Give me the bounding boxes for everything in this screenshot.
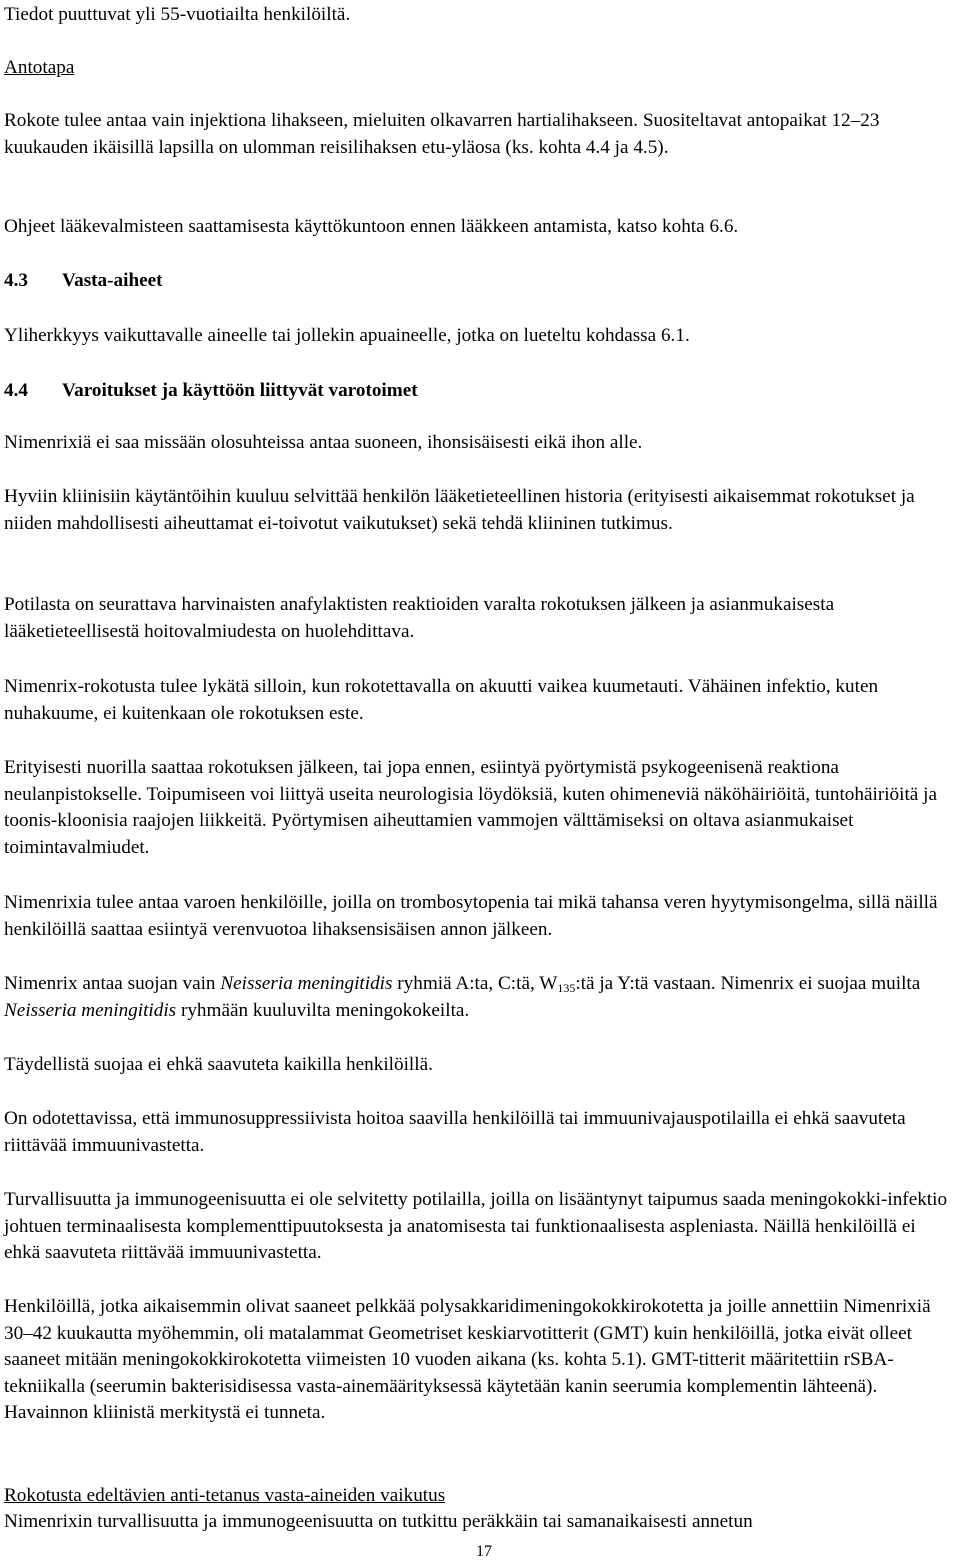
warning-paragraph-11: Henkilöillä, jotka aikaisemmin olivat saaneet pelkkää polysakkaridimeningokokkirokotetta ja joille annettiin Nimenrixiä 30‒42 kuukautta myöhemmin, oli matalammat Geometriset keskiarvotitterit (GMT) kuin henkilöillä, jotka eivät olleet saaneet mitään meningokokkirokotetta viimeisten 10 vuoden aikana (ks. kohta 5.1). GMT-titterit määritettiin rSBA-tekniikalla (seerumin bakterisidisessa vasta-ainemäärityksessä käytetään kanin seerumia komplementin lähteenä). Havainnon kliinistä merkitystä ei tunneta. — [4, 1296, 931, 1423]
warning-paragraph-5: Erityisesti nuorilla saattaa rokotuksen jälkeen, tai jopa ennen, esiintyä pyörtymistä psykogeenisenä reaktiona neulanpistokselle. Toipumiseen voi liittyä useita neurologisia löydöksiä, kuten ohimeneviä näköhäiriöitä, tuntohäiriöitä ja toonis-kloonisia raajojen liikkeitä. Pyörtymisen aiheuttamien vammojen välttämiseksi on oltava asianmukaiset toimintavalmiudet. — [4, 757, 937, 858]
section-4-3-title: Vasta-aiheet — [62, 270, 163, 291]
warning-paragraph-3: Potilasta on seurattava harvinaisten anafylaktisten reaktioiden varalta rokotuksen jälkeen ja asianmukaisesta lääketieteellisestä hoitovalmiudesta on huolehdittava. — [4, 594, 835, 642]
warning-paragraph-9: On odotettavissa, että immunosuppressiivista hoitoa saavilla henkilöillä tai immuunivajauspotilailla ei ehkä saavuteta riittävää immuunivastetta. — [4, 1108, 906, 1156]
warning-paragraph-6: Nimenrixia tulee antaa varoen henkilöille, joilla on trombosytopenia tai mikä tahansa veren hyytymisongelma, sillä näillä henkilöillä saattaa esiintyä verenvuotoa lihaksensisäisen annon jälkeen. — [4, 892, 938, 940]
page-number: 17 — [476, 1543, 492, 1560]
warning-paragraph-12: Nimenrixin turvallisuutta ja immunogeenisuutta on tutkittu peräkkäin tai samanaikaisesti annetun — [4, 1511, 753, 1532]
p7-text-c: :tä ja Y:tä vastaan. Nimenrix ei suojaa muilta — [575, 973, 921, 994]
warning-paragraph-2: Hyviin kliinisiin käytäntöihin kuuluu selvittää henkilön lääketieteellinen historia (erityisesti aikaisemmat rokotukset ja niiden mahdollisesti aiheuttamat ei-toivotut vaikutukset) sekä tehdä kliininen tutkimus. — [4, 486, 915, 534]
section-4-3-heading — [4, 268, 956, 295]
section-4-4-title: Varoitukset ja käyttöön liittyvät varotoimet — [62, 380, 418, 401]
administration-paragraph-2: Ohjeet lääkevalmisteen saattamisesta käyttökuntoon ennen lääkkeen antamista, katso kohta 6.6. — [4, 216, 739, 237]
p7-subscript: 135 — [557, 981, 576, 995]
intro-line: Tiedot puuttuvat yli 55-vuotiailta henkilöiltä. — [4, 4, 351, 25]
p7-species-name-1: Neisseria meningitidis — [220, 973, 393, 994]
warning-paragraph-7 — [4, 971, 956, 1024]
p7-species-name-2: Neisseria meningitidis — [4, 999, 177, 1021]
contraindications-text: Yliherkkyys vaikuttavalle aineelle tai jollekin apuaineelle, jotka on lueteltu kohdassa 6.1. — [4, 325, 690, 346]
warning-paragraph-1: Nimenrixiä ei saa missään olosuhteissa antaa suoneen, ihonsisäisesti eikä ihon alle. — [4, 432, 643, 453]
tetanus-subheading: Rokotusta edeltävien anti-tetanus vasta-aineiden vaikutus — [4, 1485, 446, 1506]
administration-heading: Antotapa — [4, 57, 75, 78]
warning-paragraph-10: Turvallisuutta ja immunogeenisuutta ei ole selvitetty potilailla, joilla on lisääntynyt taipumus saada meningokokki-infektio johtuen terminaalisesta komplementtipuutoksesta ja anatomisesta tai funktionaalisesta aspleniasta. Näillä henkilöillä ei ehkä saavuteta riittävää immuunivastetta. — [4, 1189, 948, 1263]
p7-text-d: ryhmään kuuluvilta meningokokeilta. — [176, 999, 470, 1021]
p7-text-a: Nimenrix antaa suojan vain — [4, 973, 221, 994]
section-4-3-number: 4.3 — [4, 270, 28, 291]
p7-text-b: ryhmiä A:ta, C:tä, W — [392, 973, 558, 994]
warning-paragraph-4: Nimenrix-rokotusta tulee lykätä silloin, kun rokotettavalla on akuutti vaikea kuumetauti. Vähäinen infektio, kuten nuhakuume, ei kuitenkaan ole rokotuksen este. — [4, 676, 879, 724]
administration-paragraph-1: Rokote tulee antaa vain injektiona lihakseen, mieluiten olkavarren hartialihakseen. Suositeltavat antopaikat 12‒23 kuukauden ikäisillä lapsilla on ulomman reisilihaksen etu-yläosa (ks. kohta 4.4 ja 4.5). — [4, 110, 880, 158]
warning-paragraph-8: Täydellistä suojaa ei ehkä saavuteta kaikilla henkilöillä. — [4, 1054, 433, 1075]
section-4-4-number: 4.4 — [4, 380, 28, 401]
section-4-4-heading — [4, 378, 956, 405]
